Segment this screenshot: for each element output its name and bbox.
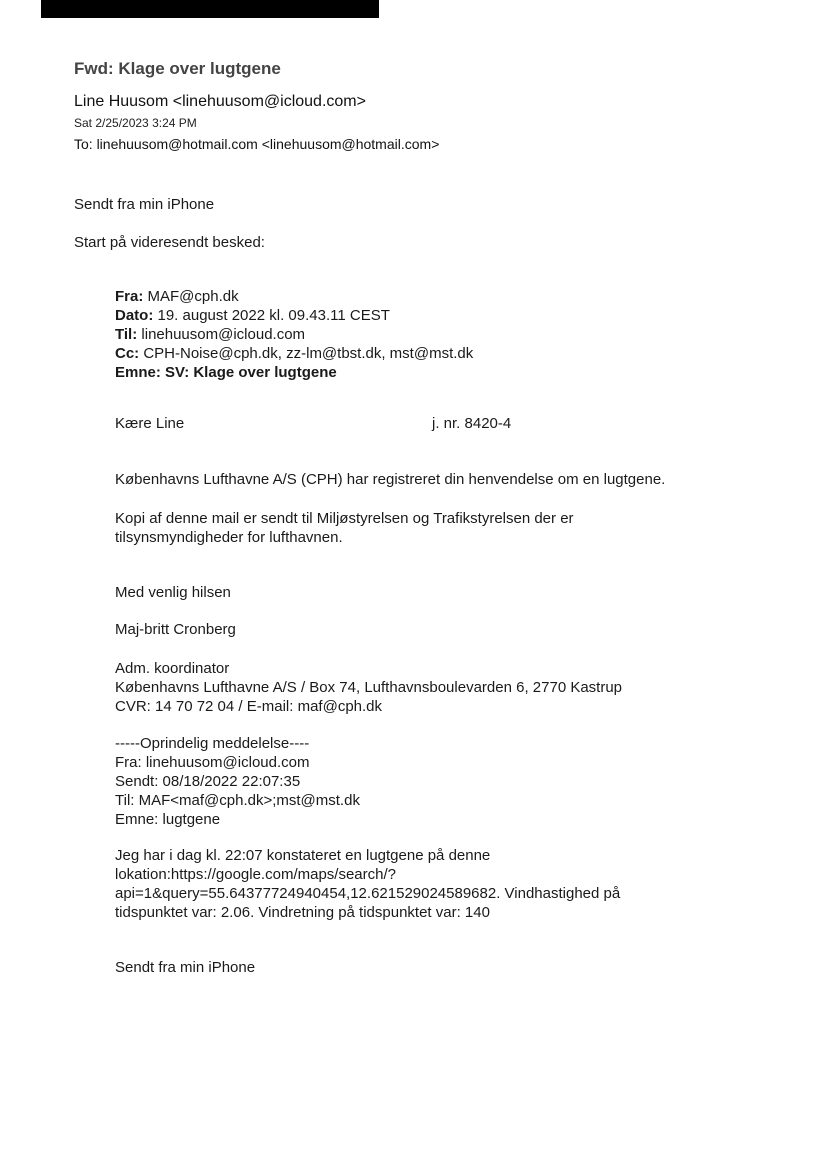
original-body-line-3: api=1&query=55.64377724940454,12.621529024589682. Vindhastighed på xyxy=(115,885,621,902)
signature-address: Københavns Lufthavne A/S / Box 74, Lufthavnsboulevarden 6, 2770 Kastrup xyxy=(115,679,623,696)
original-to: Til: MAF<maf@cph.dk>;mst@mst.dk xyxy=(115,792,360,809)
fwd-cc-value: CPH-Noise@cph.dk, zz-lm@tbst.dk, mst@mst.dk xyxy=(139,345,474,362)
fwd-from-value: MAF@cph.dk xyxy=(143,288,239,305)
fwd-subject-row: Emne: SV: Klage over lugtgene xyxy=(115,364,337,381)
email-subject: Fwd: Klage over lugtgene xyxy=(74,59,281,78)
email-date: Sat 2/25/2023 3:24 PM xyxy=(74,116,197,130)
reply-closing: Med venlig hilsen xyxy=(115,584,231,601)
fwd-to-value: linehuusom@icloud.com xyxy=(137,326,306,343)
fwd-cc-label: Cc: xyxy=(115,345,140,362)
original-subject: Emne: lugtgene xyxy=(115,811,221,828)
original-body-line-1: Jeg har i dag kl. 22:07 konstateret en lugtgene på denne xyxy=(115,847,491,864)
reply-greeting: Kære Line xyxy=(115,415,185,432)
sent-from-iphone: Sendt fra min iPhone xyxy=(74,196,215,213)
forward-start-text: Start på videresendt besked: xyxy=(74,234,265,251)
original-sent-from-iphone: Sendt fra min iPhone xyxy=(115,959,256,976)
fwd-from-label: Fra: xyxy=(115,288,144,305)
fwd-from-row xyxy=(115,287,473,306)
signature-cvr: CVR: 14 70 72 04 / E-mail: maf@cph.dk xyxy=(115,698,383,715)
signature-title: Adm. koordinator xyxy=(115,660,230,677)
original-message-header xyxy=(115,734,360,829)
original-body-line-2: lokation:https://google.com/maps/search/? xyxy=(115,866,396,883)
fwd-date-value: 19. august 2022 kl. 09.43.11 CEST xyxy=(153,307,390,324)
reply-paragraph-2-line-2: tilsynsmyndigheder for lufthavnen. xyxy=(115,529,343,546)
reply-paragraph-1: Københavns Lufthavne A/S (CPH) har registreret din henvendelse om en lugtgene. xyxy=(115,471,666,488)
original-from: Fra: linehuusom@icloud.com xyxy=(115,754,310,771)
fwd-to-row xyxy=(115,325,473,344)
email-sender: Line Huusom <linehuusom@icloud.com> xyxy=(74,93,366,110)
fwd-to-label: Til: xyxy=(115,326,138,343)
fwd-date-row xyxy=(115,306,473,325)
reply-paragraph-2-line-1: Kopi af denne mail er sendt til Miljøstyrelsen og Trafikstyrelsen der er xyxy=(115,510,574,527)
original-divider: -----Oprindelig meddelelse---- xyxy=(115,735,310,752)
original-message-body xyxy=(115,846,620,922)
reply-paragraph-2 xyxy=(115,509,574,547)
redaction-bar xyxy=(41,0,379,18)
signature-block xyxy=(115,659,622,716)
original-sent: Sendt: 08/18/2022 22:07:35 xyxy=(115,773,301,790)
signature-name: Maj-britt Cronberg xyxy=(115,621,236,638)
forwarded-header xyxy=(115,287,473,382)
original-body-line-4: tidspunktet var: 2.06. Vindretning på tidspunktet var: 140 xyxy=(115,904,490,921)
fwd-cc-row xyxy=(115,344,473,363)
fwd-date-label: Dato: xyxy=(115,307,154,324)
journal-number: j. nr. 8420-4 xyxy=(432,415,512,432)
email-recipient: To: linehuusom@hotmail.com <linehuusom@hotmail.com> xyxy=(74,136,440,152)
